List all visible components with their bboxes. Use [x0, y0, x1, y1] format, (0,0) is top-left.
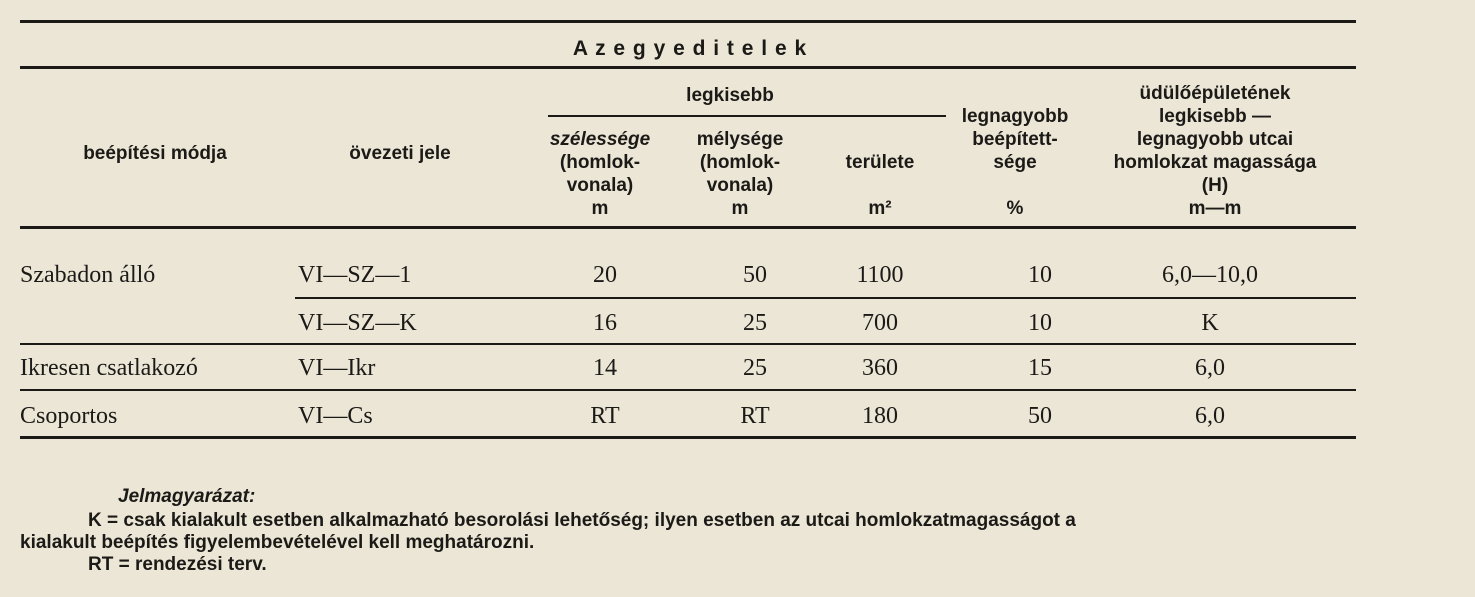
header-mode: beépítési módja [83, 143, 227, 164]
table-title: A z e g y e d i t e l e k [572, 37, 808, 60]
header-coverage-line1: legnagyobb [961, 106, 1069, 127]
header-width-line3: vonala) [566, 175, 634, 196]
row3-coverage: 15 [1028, 355, 1052, 381]
header-coverage-unit: % [1006, 198, 1024, 219]
row1-area: 1100 [856, 262, 904, 288]
row4-height: 6,0 [1195, 403, 1225, 429]
row1-depth: 50 [743, 262, 767, 288]
header-width-line1: szélessége [549, 129, 651, 150]
header-zone: övezeti jele [349, 143, 451, 164]
header-height [1100, 82, 1330, 220]
row3-height: 6,0 [1195, 355, 1225, 381]
row1-width: 20 [593, 262, 617, 288]
row4-mode: Csoportos [20, 403, 118, 429]
row1-height: 6,0—10,0 [1162, 262, 1258, 288]
row1-mode: Szabadon álló [20, 262, 156, 288]
row3-width: 14 [593, 355, 617, 381]
header-depth [675, 128, 805, 220]
legend-line-2: kialakult beépítés figyelembevételével kell meghatározni. [20, 532, 535, 553]
header-area [820, 151, 940, 220]
header-bottom-rule [20, 226, 1356, 229]
title-underline [20, 66, 1356, 69]
row3-mode: Ikresen csatlakozó [20, 355, 198, 381]
row2-area: 700 [862, 310, 898, 336]
row1-zone: VI—SZ—1 [298, 262, 412, 288]
row1-coverage: 10 [1028, 262, 1052, 288]
header-height-line5: (H) [1201, 175, 1229, 196]
header-depth-line2: (homlok- [699, 152, 781, 173]
legend-title: Jelmagyarázat: [118, 486, 256, 507]
header-coverage-line2: beépített- [972, 129, 1058, 150]
header-legkisebb: legkisebb [686, 85, 774, 106]
row2-coverage: 10 [1028, 310, 1052, 336]
header-width-line2: (homlok- [559, 152, 641, 173]
header-depth-line1: mélysége [696, 129, 784, 150]
row4-coverage: 50 [1028, 403, 1052, 429]
legend-line-3: RT = rendezési terv. [88, 554, 267, 575]
row4-width: RT [590, 403, 620, 429]
header-height-line3: legnagyobb utcai [1136, 129, 1294, 150]
header-height-line4: homlokzat magassága [1113, 152, 1317, 173]
header-width [535, 128, 665, 220]
legend-line-1: K = csak kialakult esetben alkalmazható besorolási lehetőség; ilyen esetben az utcai homlokzatmagasságot a [88, 510, 1076, 531]
header-depth-line3: vonala) [706, 175, 774, 196]
header-height-line2: legkisebb — [1159, 106, 1271, 127]
header-area-label: területe [845, 152, 915, 173]
legkisebb-underline [548, 115, 946, 117]
row3-zone: VI—Ikr [298, 355, 376, 381]
row2-divider [20, 343, 1356, 345]
header-height-unit: m—m [1188, 198, 1242, 219]
header-coverage [950, 105, 1080, 220]
row4-area: 180 [862, 403, 898, 429]
row4-depth: RT [740, 403, 770, 429]
row3-area: 360 [862, 355, 898, 381]
row2-depth: 25 [743, 310, 767, 336]
header-height-line1: üdülőépületének [1139, 83, 1291, 104]
row2-zone: VI—SZ—K [298, 310, 417, 336]
row1-divider [295, 297, 1356, 299]
header-area-unit: m² [868, 198, 892, 219]
header-depth-unit: m [731, 198, 749, 219]
row2-width: 16 [593, 310, 617, 336]
table-bottom-rule [20, 436, 1356, 439]
row4-zone: VI—Cs [298, 403, 373, 429]
header-width-unit: m [591, 198, 609, 219]
row3-depth: 25 [743, 355, 767, 381]
row3-divider [20, 389, 1356, 391]
header-coverage-line3: sége [993, 152, 1037, 173]
row2-height: K [1201, 310, 1219, 336]
top-rule [20, 20, 1356, 23]
